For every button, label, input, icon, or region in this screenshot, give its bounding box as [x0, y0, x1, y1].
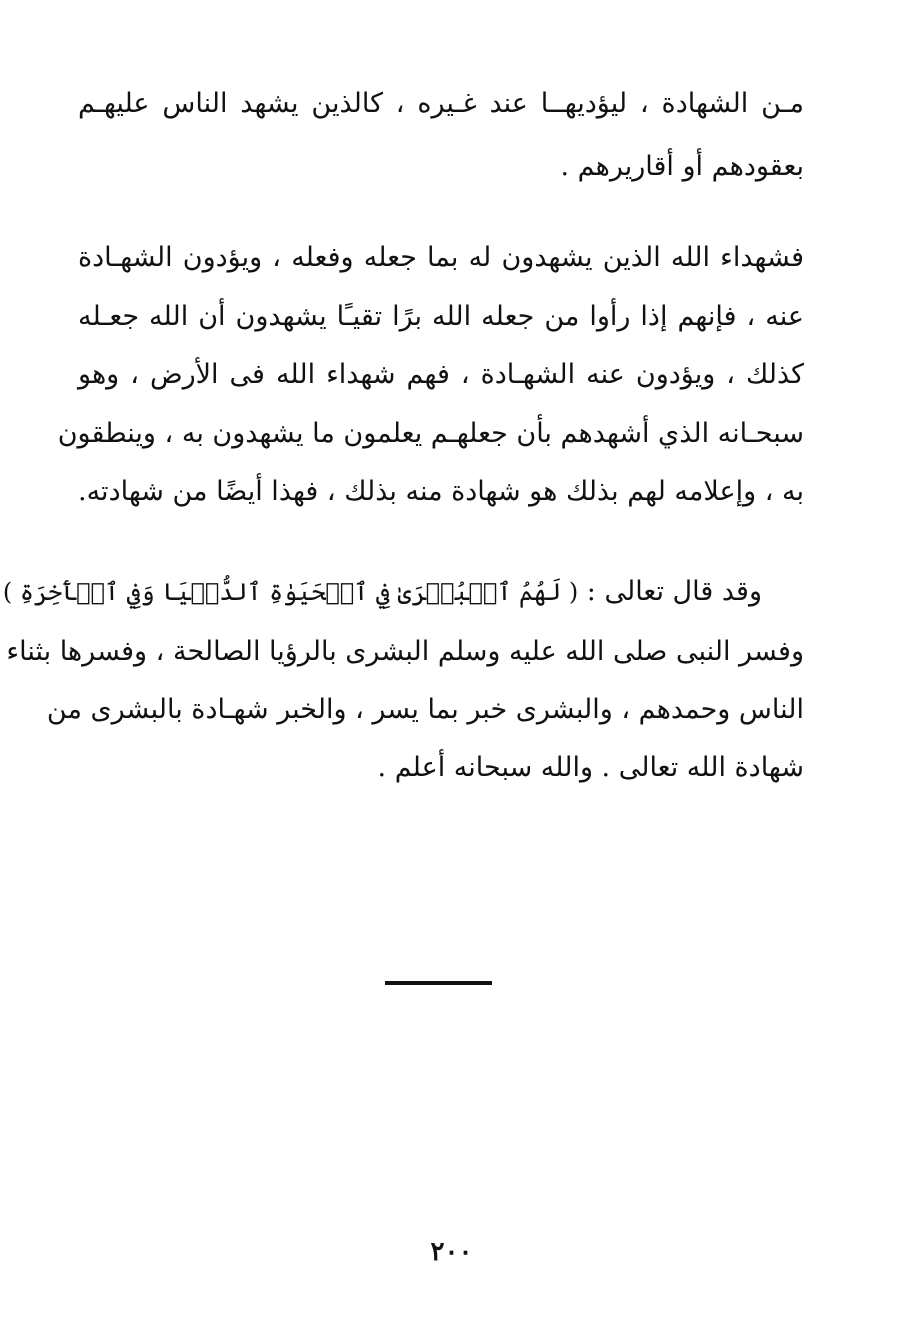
paragraph-1-line-1: مـن الشهادة ، ليؤديهــا عند غـيره ، كالذين يشهد الناس عليهـم — [78, 88, 804, 119]
paragraph-1-line-2: بعقودهم أو أقاريرهم . — [560, 151, 804, 182]
paragraph-2-line-5: به ، وإعلامه لهم بذلك هو شهادة منه بذلك ، فهذا أيضًا من شهادته. — [78, 476, 804, 507]
paragraph-3-line-2: الناس وحمدهم ، والبشرى خبر بما يسر ، والخبر شهـادة بالبشرى من — [46, 694, 804, 725]
paragraph-3-line-3: شهادة الله تعالى . والله سبحانه أعلم . — [377, 752, 804, 783]
page-number: ٢٠٠ — [430, 1237, 473, 1267]
paragraph-2-line-2: عنه ، فإنهم إذا رأوا من جعله الله برًا تقيـًا يشهدون أن الله جعـله — [78, 301, 804, 332]
paragraph-2-line-1: فشهداء الله الذين يشهدون له بما جعله وفعله ، ويؤدون الشهـادة — [78, 242, 804, 273]
paragraph-2-line-4: سبحـانه الذي أشهدهم بأن جعلهـم يعلمون ما يشهدون به ، وينطقون — [57, 418, 804, 449]
quran-intro: وقد قال تعالى : — [586, 576, 762, 607]
paragraph-2-line-3: كذلك ، ويؤدون عنه الشهـادة ، فهم شهداء الله فى الأرض ، وهو — [78, 359, 804, 390]
section-end-rule — [385, 981, 492, 985]
paragraph-3-line-1: وفسر النبى صلى الله عليه وسلم البشرى بالرؤيا الصالحة ، وفسرها بثناء — [6, 636, 804, 667]
quran-verse: ( لَهُمُ ٱلۡبُشۡرَىٰ فِي ٱلۡحَيَوٰةِ ٱلدُّنۡيَا وَفِي ٱلۡأٓخِرَةِ ) — [2, 578, 579, 606]
paragraph-3-intro-line — [2, 572, 804, 612]
